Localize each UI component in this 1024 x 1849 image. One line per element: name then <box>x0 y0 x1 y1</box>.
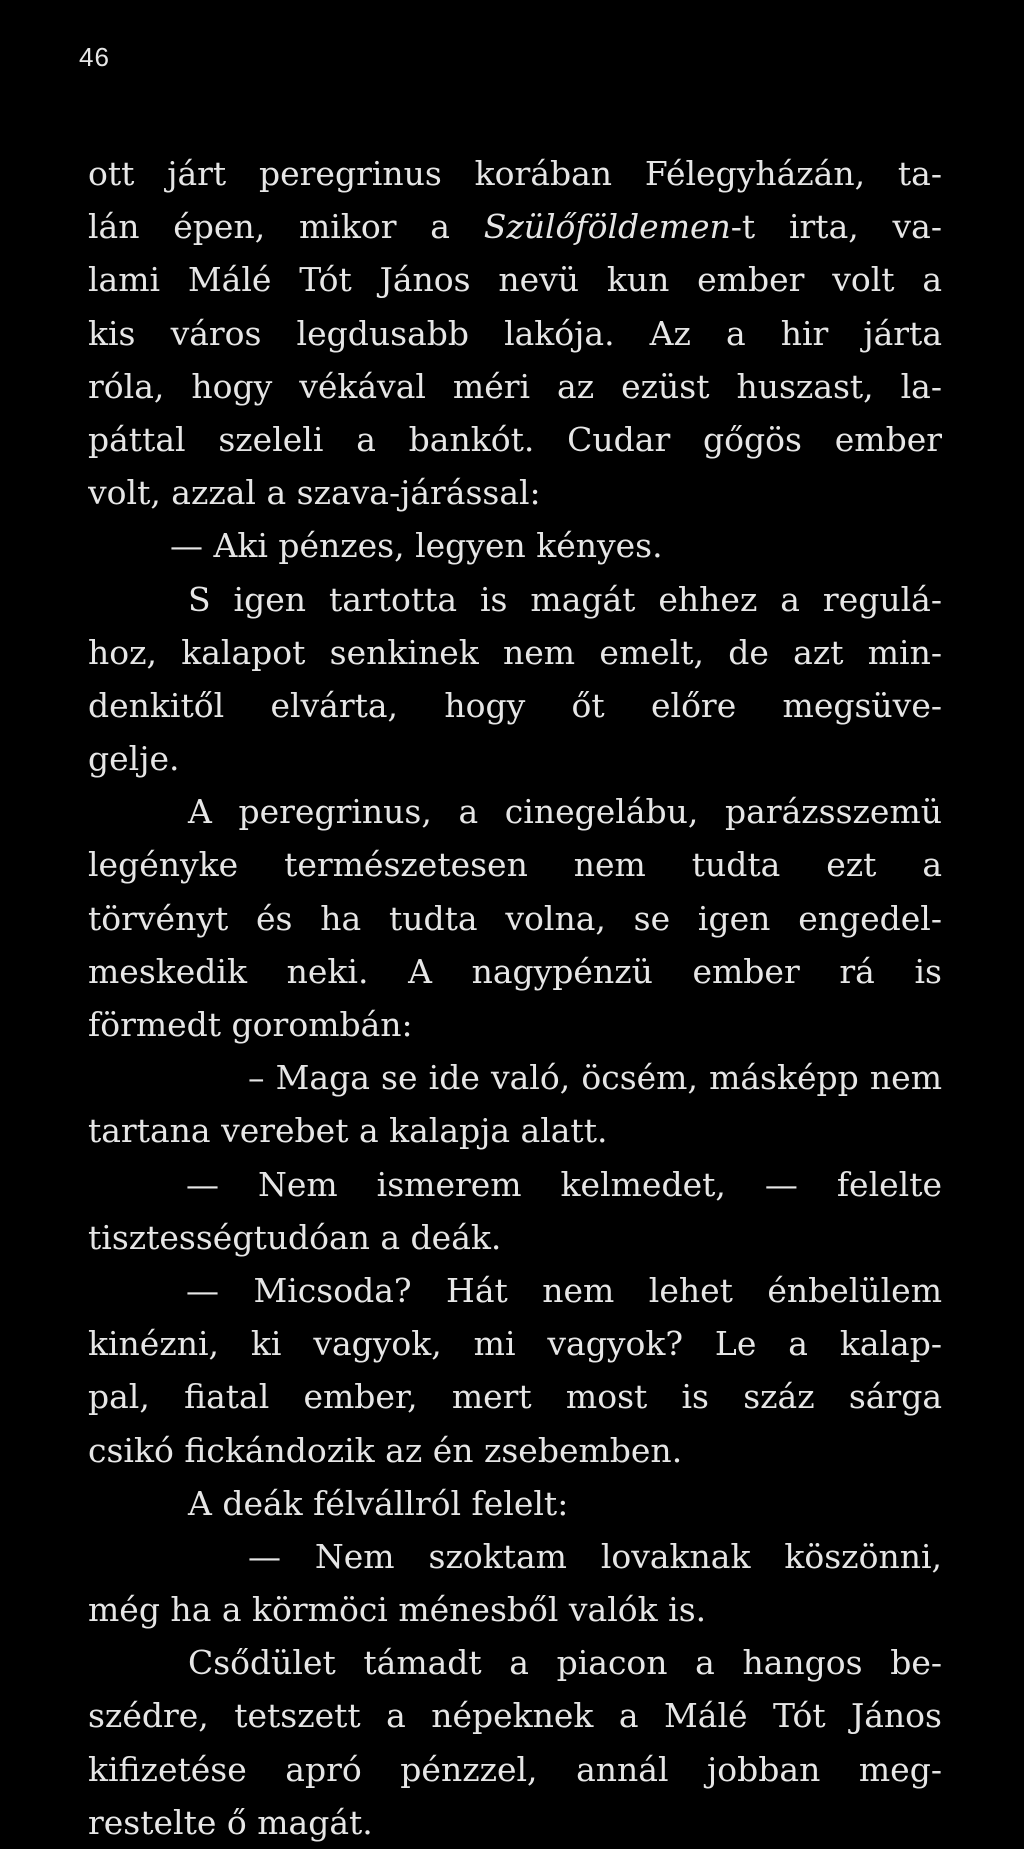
text-line: — Aki pénzes, legyen kényes. <box>170 526 663 566</box>
text-line: tisztességtudóan a deák. <box>88 1217 502 1257</box>
text-line: — Nem szoktam lovaknak köszönni, <box>248 1536 942 1576</box>
text-line: szédre, tetszett a népeknek a Málé Tót János <box>88 1696 942 1736</box>
text-line: förmedt gorombán: <box>88 1005 413 1044</box>
text-line: volt, azzal a szava-járással: <box>88 473 541 513</box>
text-line: kifizetése apró pénzzel, annál jobban meg- <box>88 1749 942 1789</box>
text-line: Csődület támadt a piacon a hangos be- <box>188 1643 942 1683</box>
text-line: pal, fiatal ember, mert most is száz sárga <box>88 1377 942 1417</box>
body-text <box>88 147 942 1849</box>
italic-title: Szülőföldemen <box>483 207 731 247</box>
text-line: ott járt peregrinus korában Félegyházán, ta- <box>88 154 942 193</box>
text-line: csikó fickándozik az én zsebemben. <box>88 1430 683 1470</box>
text-line: kinézni, ki vagyok, mi vagyok? Le a kalap- <box>88 1324 942 1364</box>
text-line: páttal szeleli a bankót. Cudar gőgös ember <box>88 419 942 459</box>
text-line: törvényt és ha tudta volna, se igen engedel- <box>88 898 942 938</box>
text-line: róla, hogy vékával méri az ezüst huszast, la- <box>88 366 942 406</box>
text-line: legényke természetesen nem tudta ezt a <box>88 845 942 885</box>
text-line: gelje. <box>88 739 180 779</box>
text-line: S igen tartotta is magát ehhez a regulá- <box>188 579 942 619</box>
text-line: lán épen, mikor a Szülőföldemen-t irta, va- <box>88 207 942 247</box>
text-line: meskedik neki. A nagypénzü ember rá is <box>88 951 942 991</box>
text-line: kis város legdusabb lakója. Az a hir járta <box>88 313 942 353</box>
text-line: A deák félvállról felelt: <box>188 1483 569 1523</box>
page-number: 46 <box>79 42 110 72</box>
text-line: A peregrinus, a cinegelábu, parázsszemü <box>188 792 942 832</box>
text-line: hoz, kalapot senkinek nem emelt, de azt min- <box>88 632 942 672</box>
text-line: denkitől elvárta, hogy őt előre megsüve- <box>88 685 942 725</box>
text-line: restelte ő magát. <box>88 1802 373 1842</box>
text-line: — Micsoda? Hát nem lehet énbelülem <box>186 1270 942 1310</box>
text-line: — Nem ismerem kelmedet, — felelte <box>186 1164 942 1204</box>
text-line: – Maga se ide való, öcsém, másképp nem <box>248 1058 942 1098</box>
text-line: még ha a körmöci ménesből valók is. <box>88 1590 707 1630</box>
text-line: lami Málé Tót János nevü kun ember volt a <box>88 260 942 300</box>
text-line: tartana verebet a kalapja alatt. <box>88 1111 608 1151</box>
